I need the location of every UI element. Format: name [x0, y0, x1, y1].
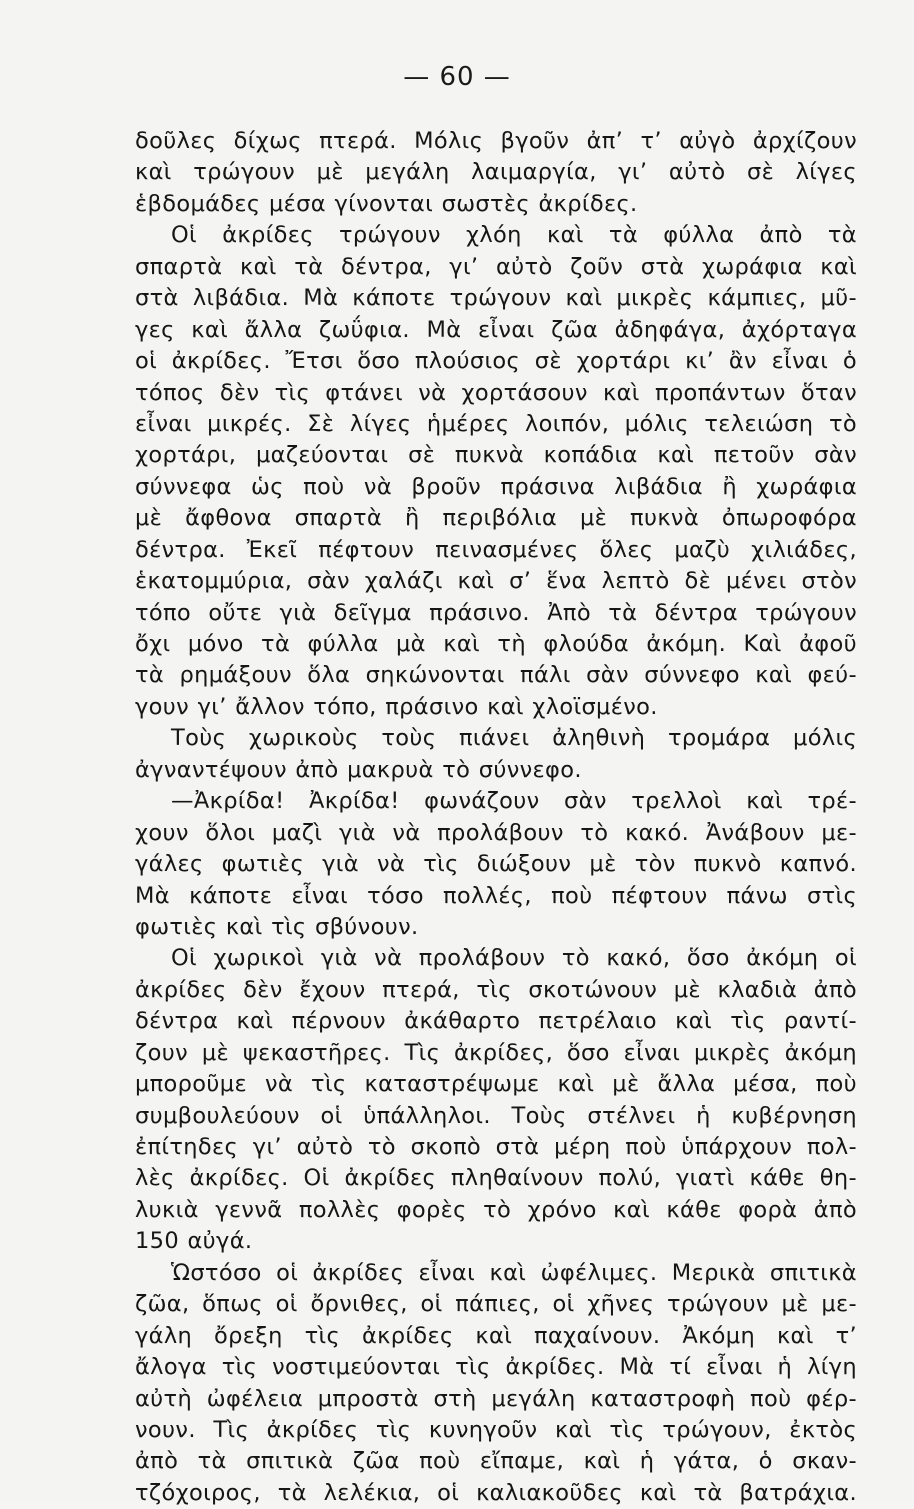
body-text [135, 126, 857, 1509]
text-line: ἀκρίδες δὲν ἔχουν πτερά, τὶς σκοτώνουν μὲ κλαδιὰ ἀπὸ [135, 976, 857, 1003]
text-line: γουν γι’ ἄλλον τόπο, πράσινο καὶ χλοϊσμένο. [135, 693, 658, 720]
text-line: χορτάρι, μαζεύονται σὲ πυκνὰ κοπάδια καὶ πετοῦν σὰν [135, 442, 857, 469]
text-line: ζῶα, ὅπως οἱ ὄρνιθες, οἱ πάπιες, οἱ χῆνες τρώγουν μὲ με- [135, 1291, 857, 1318]
page-number: — 60 — [403, 62, 511, 92]
text-line: ἐπίτηδες γι’ αὐτὸ τὸ σκοπὸ στὰ μέρη ποὺ ὑπάρχουν πολ- [135, 1134, 857, 1160]
text-line: νουν. Τὶς ἀκρίδες τὶς κυνηγοῦν καὶ τὶς τρώγουν, ἐκτὸς [135, 1416, 857, 1443]
text-line: ὄχι μόνο τὰ φύλλα μὰ καὶ τὴ φλούδα ἀκόμη. Καὶ ἀφοῦ [135, 631, 857, 657]
text-line: ἄλογα τὶς νοστιμεύονται τὶς ἀκρίδες. Μὰ τί εἶναι ἡ λίγη [135, 1354, 857, 1381]
text-line: λὲς ἀκρίδες. Οἱ ἀκρίδες πληθαίνουν πολύ, γιατὶ κάθε θη- [135, 1165, 857, 1192]
text-line: δέντρα. Ἐκεῖ πέφτουν πεινασμένες ὅλες μαζὺ χιλιάδες, [135, 536, 857, 563]
text-line: ἀπὸ τὰ σπιτικὰ ζῶα ποὺ εἴπαμε, καὶ ἡ γάτα, ὁ σκαν- [135, 1448, 857, 1475]
text-line: γες καὶ ἄλλα ζωΰφια. Μὰ εἶναι ζῶα ἀδηφάγα, ἀχόρταγα [135, 316, 857, 343]
text-line: Οἱ χωρικοὶ γιὰ νὰ προλάβουν τὸ κακό, ὅσο ἀκόμη οἱ [171, 945, 857, 972]
text-line: τζόχοιρος, τὰ λελέκια, οἱ καλιακοῦδες καὶ τὰ βατράχια. [135, 1479, 857, 1506]
text-line: ἑβδομάδες μέσα γίνονται σωστὲς ἀκρίδες. [135, 190, 638, 217]
text-line: στὰ λιβάδια. Μὰ κάποτε τρώγουν καὶ μικρὲς κάμπιες, μῦ- [135, 285, 857, 312]
text-line: γάλη ὄρεξη τὶς ἀκρίδες καὶ παχαίνουν. Ἀκόμη καὶ τ’ [135, 1322, 857, 1349]
text-line: σπαρτὰ καὶ τὰ δέντρα, γι’ αὐτὸ ζοῦν στὰ χωράφια καὶ [135, 253, 857, 280]
text-line: 150 αὐγά. [135, 1228, 253, 1255]
text-line: Οἱ ἀκρίδες τρώγουν χλόη καὶ τὰ φύλλα ἀπὸ τὰ [171, 222, 857, 249]
text-line: Μὰ κάποτε εἶναι τόσο πολλές, ποὺ πέφτουν πάνω στὶς [135, 882, 857, 909]
text-line: τόπος δὲν τὶς φτάνει νὰ χορτάσουν καὶ προπάντων ὅταν [135, 379, 857, 406]
text-line: μὲ ἄφθονα σπαρτὰ ἢ περιβόλια μὲ πυκνὰ ὀπωροφόρα [135, 505, 857, 532]
text-line: σύννεφα ὡς ποὺ νὰ βροῦν πράσινα λιβάδια ἢ χωράφια [135, 473, 857, 500]
text-line: —Ἀκρίδα! Ἀκρίδα! φωνάζουν σὰν τρελλοὶ καὶ τρέ- [171, 788, 857, 815]
text-line: εἶναι μικρές. Σὲ λίγες ἡμέρες λοιπόν, μόλις τελειώση τὸ [135, 410, 857, 437]
text-line: τόπο οὔτε γιὰ δεῖγμα πράσινο. Ἀπὸ τὰ δέντρα τρώγουν [135, 599, 857, 626]
text-line: συμβουλεύουν οἱ ὑπάλληλοι. Τοὺς στέλνει ἡ κυβέρνηση [135, 1102, 857, 1129]
text-line: χουν ὅλοι μαζὶ γιὰ νὰ προλάβουν τὸ κακό. Ἀνάβουν με- [135, 819, 857, 846]
text-line: ἑκατομμύρια, σὰν χαλάζι καὶ σ’ ἕνα λεπτὸ δὲ μένει στὸν [135, 568, 857, 595]
text-line: Ὡστόσο οἱ ἀκρίδες εἶναι καὶ ὠφέλιμες. Μερικὰ σπιτικὰ [171, 1259, 857, 1286]
text-line: ζουν μὲ ψεκαστῆρες. Τὶς ἀκρίδες, ὅσο εἶναι μικρὲς ἀκόμη [135, 1039, 857, 1066]
text-line: γάλες φωτιὲς γιὰ νὰ τὶς διώξουν μὲ τὸν πυκνὸ καπνό. [135, 851, 857, 878]
text-line: δέντρα καὶ πέρνουν ἀκάθαρτο πετρέλαιο καὶ τὶς ραντί- [135, 1008, 857, 1035]
text-line: αὐτὴ ὠφέλεια μπροστὰ στὴ μεγάλη καταστροφὴ ποὺ φέρ- [135, 1385, 857, 1412]
text-line: καὶ τρώγουν μὲ μεγάλη λαιμαργία, γι’ αὐτὸ σὲ λίγες [135, 159, 857, 186]
text-line: Τοὺς χωρικοὺς τοὺς πιάνει ἀληθινὴ τρομάρα μόλις [171, 725, 857, 752]
text-line: ἀγναντέψουν ἀπὸ μακρυὰ τὸ σύννεφο. [135, 756, 582, 783]
text-line: οἱ ἀκρίδες. Ἔτσι ὅσο πλούσιος σὲ χορτάρι κι’ ἂν εἶναι ὁ [135, 348, 857, 375]
text-line: λυκιὰ γεννᾶ πολλὲς φορὲς τὸ χρόνο καὶ κάθε φορὰ ἀπὸ [135, 1196, 857, 1223]
text-line: μποροῦμε νὰ τὶς καταστρέψωμε καὶ μὲ ἄλλα μέσα, ποὺ [135, 1071, 857, 1098]
text-line: τὰ ρημάξουν ὅλα σηκώνονται πάλι σὰν σύννεφο καὶ φεύ- [135, 662, 857, 689]
text-line: δοῦλες δίχως πτερά. Μόλις βγοῦν ἀπ’ τ’ αὐγὸ ἀρχίζουν [135, 128, 857, 154]
text-line: φωτιὲς καὶ τὶς σβύνουν. [135, 913, 419, 940]
